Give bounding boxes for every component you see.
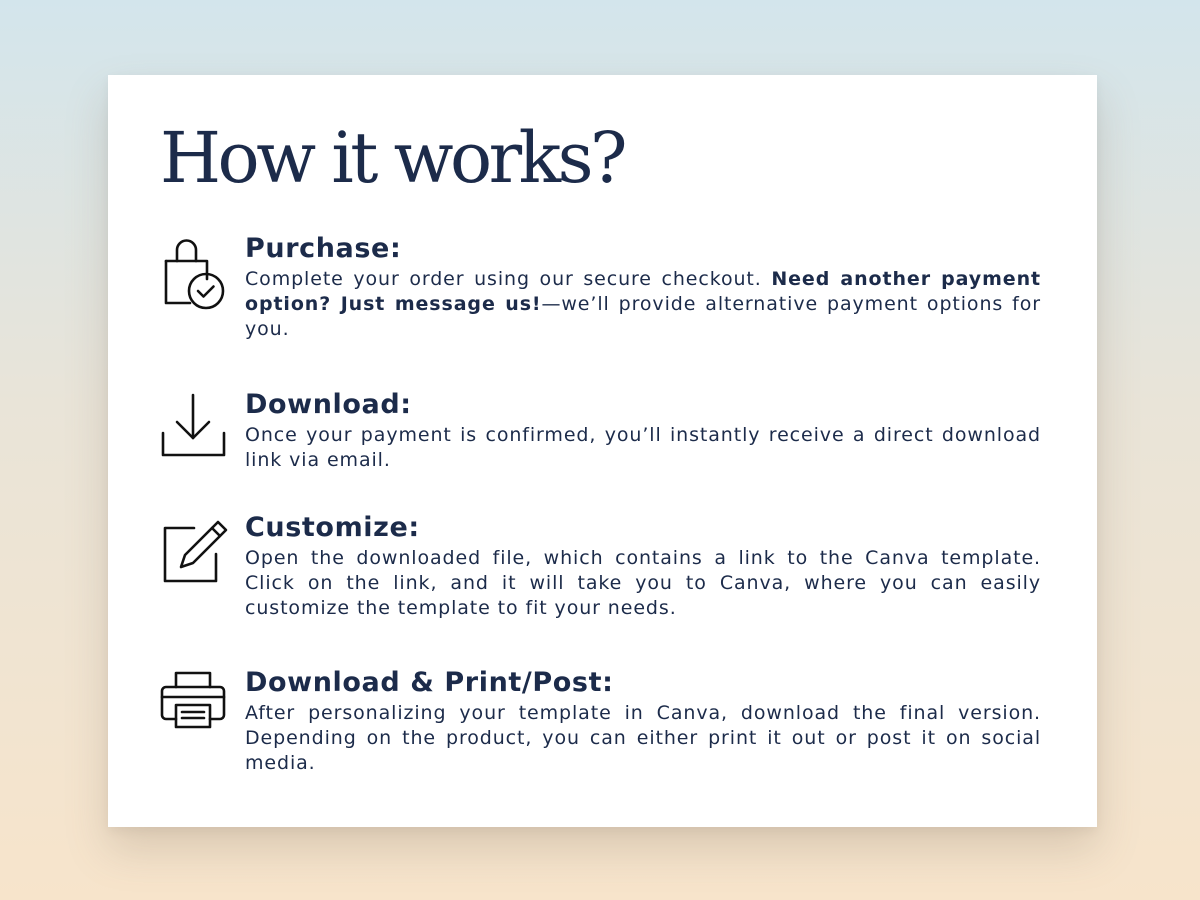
download-icon [160, 393, 230, 473]
step-heading: Download: [245, 389, 412, 420]
step-description: Once your payment is confirmed, you’ll instantly receive a direct download link via email. [245, 424, 1041, 471]
step-description: After personalizing your template in Canva, download the final version. Depending on the product, you can either print it out or post it on social media. [245, 702, 1041, 774]
page-title: How it works? [160, 117, 625, 199]
step-description: Open the downloaded file, which contains a link to the Canva template. Click on the link, and it will take you to Canva, where you can easily customize the template to fit your needs. [245, 547, 1041, 619]
edit-pencil-icon [160, 516, 230, 596]
step-highlight: Need another payment option? Just message us! [245, 268, 1041, 315]
instructions-card [108, 75, 1097, 827]
printer-icon [160, 671, 230, 751]
step-description: Complete your order using our secure checkout. Need another payment option? Just message us!—we’ll provide alternative payment options for you. [245, 268, 1041, 340]
shopping-bag-check-icon [160, 237, 230, 317]
step-heading: Customize: [245, 512, 420, 543]
step-heading: Download & Print/Post: [245, 667, 614, 698]
step-heading: Purchase: [245, 233, 402, 264]
